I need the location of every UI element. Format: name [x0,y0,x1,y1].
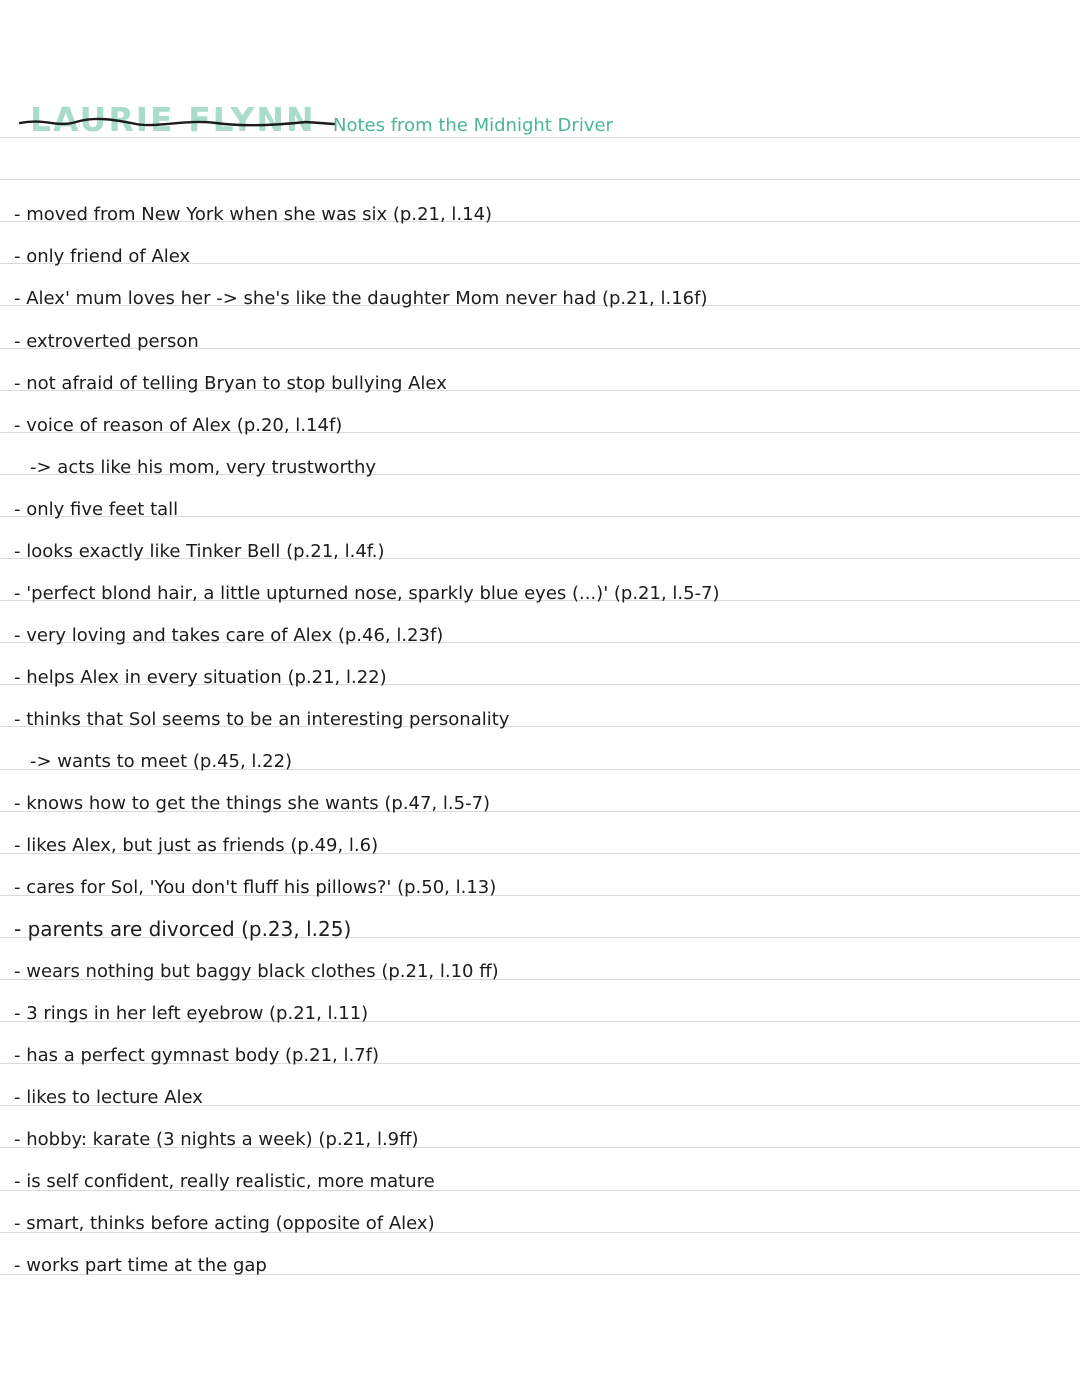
note-item: - extroverted person [14,331,199,352]
note-item: - works part time at the gap [14,1255,267,1276]
note-subitem: -> acts like his mom, very trustworthy [30,457,377,478]
note-item: - likes Alex, but just as friends (p.49, l.6) [14,835,379,856]
note-item: - 3 rings in her left eyebrow (p.21, l.11) [14,1003,369,1024]
note-item: - wears nothing but baggy black clothes (p.21, l.10 ff) [14,961,499,982]
note-item: - is self confident, really realistic, more mature [14,1171,435,1192]
page-subtitle: Notes from the Midnight Driver [333,115,613,136]
note-item: - likes to lecture Alex [14,1087,203,1108]
note-item: - cares for Sol, 'You don't fluff his pillows?' (p.50, l.13) [14,877,497,898]
page-title: LAURIE FLYNN [30,100,316,139]
note-item: - Alex' mum loves her -> she's like the daughter Mom never had (p.21, l.16f) [14,288,708,309]
note-item: - knows how to get the things she wants (p.47, l.5-7) [14,793,491,814]
note-item: - thinks that Sol seems to be an interesting personality [14,709,510,730]
note-item: - has a perfect gymnast body (p.21, l.7f) [14,1045,379,1066]
note-item: - not afraid of telling Bryan to stop bullying Alex [14,373,447,394]
note-item: - parents are divorced (p.23, l.25) [14,917,352,941]
note-item: - only five feet tall [14,499,179,520]
note-item: - very loving and takes care of Alex (p.46, l.23f) [14,625,444,646]
note-item: - hobby: karate (3 nights a week) (p.21, l.9ff) [14,1129,419,1150]
note-item: - looks exactly like Tinker Bell (p.21, l.4f.) [14,541,385,562]
note-item: - helps Alex in every situation (p.21, l.22) [14,667,387,688]
note-item: - voice of reason of Alex (p.20, l.14f) [14,415,343,436]
note-subitem: -> wants to meet (p.45, l.22) [30,751,293,772]
note-item: - moved from New York when she was six (p.21, l.14) [14,204,493,225]
note-item: - only friend of Alex [14,246,191,267]
note-item: - 'perfect blond hair, a little upturned nose, sparkly blue eyes (...)' (p.21, l.5-7) [14,583,720,604]
note-item: - smart, thinks before acting (opposite of Alex) [14,1213,435,1234]
